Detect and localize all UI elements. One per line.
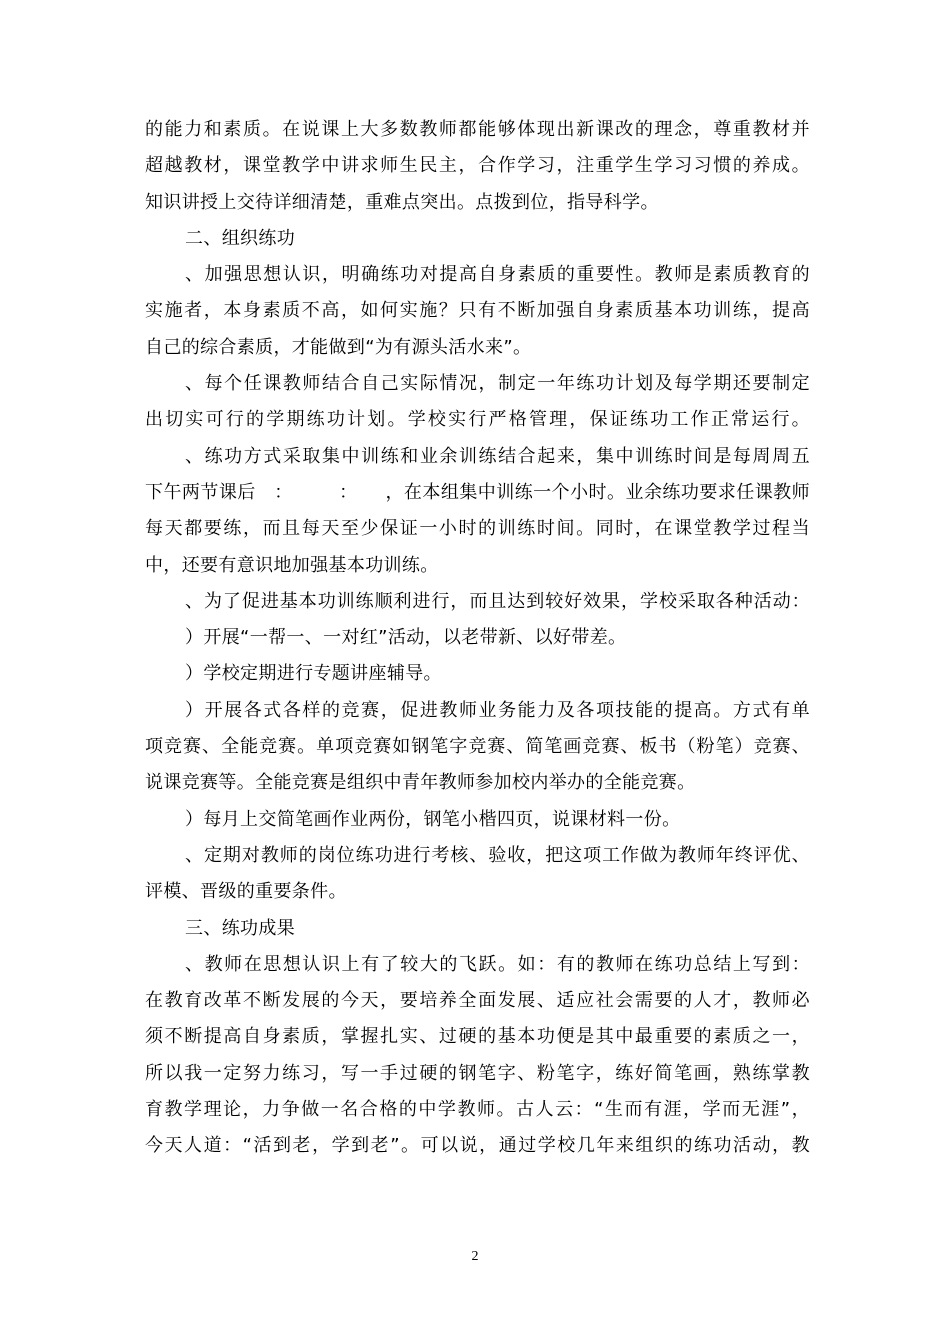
list-item: ）开展各式各样的竞赛，促进教师业务能力及各项技能的提高。方式有单 [185,699,810,721]
paragraph-line: 下午两节课后 ： ： ，在本组集中训练一个小时。业余练功要求任课教师 [145,481,810,503]
paragraph-line: 自己的综合素质，才能做到“为有源头活水来”。 [145,336,532,358]
list-item: ）开展“一帮一、一对红”活动，以老带新、以好带差。 [185,627,627,649]
page-number: 2 [471,1249,479,1264]
paragraph-line: 说课竞赛等。全能竞赛是组织中青年教师参加校内举办的全能竞赛。 [145,772,696,794]
list-item: ）学校定期进行专题讲座辅导。 [185,663,442,685]
paragraph-line: 今天人道：“活到老，学到老”。可以说，通过学校几年来组织的练功活动，教 [145,1135,810,1157]
paragraph-line: 在教育改革不断发展的今天，要培养全面发展、适应社会需要的人才，教师必 [145,990,810,1012]
paragraph-line: 须不断提高自身素质，掌握扎实、过硬的基本功便是其中最重要的素质之一， [145,1026,810,1048]
document-body [145,112,810,1165]
paragraph-line: 、加强思想认识，明确练功对提高自身素质的重要性。教师是素质教育的 [185,264,810,286]
paragraph-line: 出切实可行的学期练功计划。学校实行严格管理，保证练功工作正常运行。 [145,409,810,431]
section-heading: 二、组织练功 [185,227,296,249]
paragraph-line: 的能力和素质。在说课上大多数教师都能够体现出新课改的理念，尊重教材并 [145,119,810,140]
paragraph-line: 育教学理论，力争做一名合格的中学教师。古人云：“生而有涯，学而无涯”， [145,1099,810,1121]
paragraph-line: 中，还要有意识地加强基本功训练。 [145,554,439,576]
paragraph-line: 超越教材，课堂教学中讲求师生民主，合作学习，注重学生学习习惯的养成。 [145,155,810,177]
paragraph-line: 、每个任课教师结合自己实际情况，制定一年练功计划及每学期还要制定 [185,373,810,395]
paragraph-line: 项竞赛、全能竞赛。单项竞赛如钢笔字竞赛、简笔画竞赛、板书（粉笔）竞赛、 [145,736,810,758]
paragraph-line: 、练功方式采取集中训练和业余训练结合起来，集中训练时间是每周周五 [185,445,810,467]
paragraph-line: 、定期对教师的岗位练功进行考核、验收，把这项工作做为教师年终评优、 [185,844,810,866]
paragraph-line: 、教师在思想认识上有了较大的飞跃。如：有的教师在练功总结上写到： [185,953,810,975]
paragraph-line: 每天都要练，而且每天至少保证一小时的训练时间。同时，在课堂教学过程当 [145,518,810,540]
paragraph-line: 评模、晋级的重要条件。 [145,881,347,903]
paragraph-line: 实施者，本身素质不高，如何实施？只有不断加强自身素质基本功训练，提高 [145,300,810,322]
paragraph-line: 知识讲授上交待详细清楚，重难点突出。点拨到位，指导科学。 [145,191,659,213]
paragraph-line: 所以我一定努力练习，写一手过硬的钢笔字、粉笔字，练好简笔画，熟练掌教 [145,1062,810,1084]
list-item: ）每月上交简笔画作业两份，钢笔小楷四页，说课材料一份。 [185,808,681,830]
paragraph-line: 、为了促进基本功训练顺利进行，而且达到较好效果，学校采取各种活动： [185,590,810,612]
section-heading: 三、练功成果 [185,917,296,939]
